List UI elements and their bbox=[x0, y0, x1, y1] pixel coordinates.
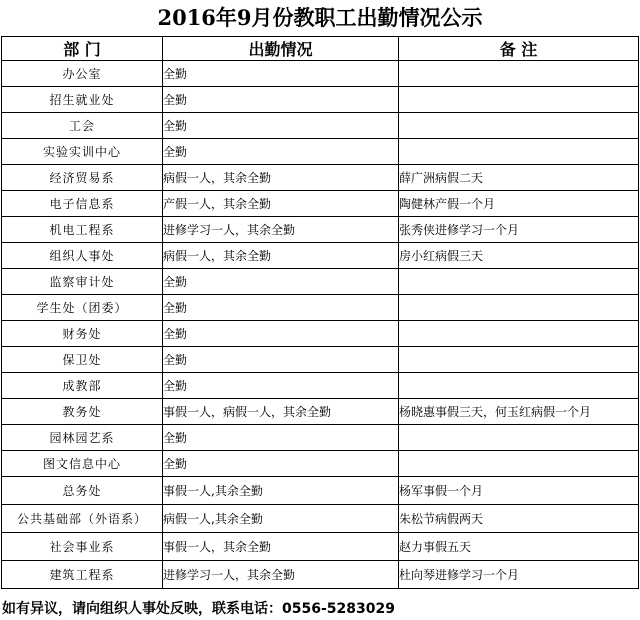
attendance-cell: 全勤 bbox=[163, 269, 399, 295]
table-row bbox=[2, 373, 639, 399]
attendance-cell: 全勤 bbox=[163, 451, 399, 477]
note-cell bbox=[399, 321, 639, 347]
header-attendance: 出勤情况 bbox=[163, 37, 399, 61]
attendance-cell: 全勤 bbox=[163, 321, 399, 347]
attendance-cell: 进修学习一人，其余全勤 bbox=[163, 217, 399, 243]
note-cell bbox=[399, 295, 639, 321]
dept-cell: 图文信息中心 bbox=[2, 451, 163, 477]
note-cell: 杨晓惠事假三天，何玉红病假一个月 bbox=[399, 399, 639, 425]
dept-cell: 教务处 bbox=[2, 399, 163, 425]
dept-cell: 学生处（团委） bbox=[2, 295, 163, 321]
table-row bbox=[2, 561, 639, 589]
note-cell: 朱松节病假两天 bbox=[399, 505, 639, 533]
dept-cell: 公共基础部（外语系） bbox=[2, 505, 163, 533]
dept-cell: 经济贸易系 bbox=[2, 165, 163, 191]
dept-cell: 园林园艺系 bbox=[2, 425, 163, 451]
attendance-cell: 全勤 bbox=[163, 87, 399, 113]
table-row bbox=[2, 505, 639, 533]
note-cell bbox=[399, 113, 639, 139]
page-title: 2016年9月份教职工出勤情况公示 bbox=[157, 5, 483, 30]
attendance-cell: 事假一人，病假一人，其余全勤 bbox=[163, 399, 399, 425]
dept-cell: 监察审计处 bbox=[2, 269, 163, 295]
table-row bbox=[2, 87, 639, 113]
table-row bbox=[2, 451, 639, 477]
attendance-cell: 全勤 bbox=[163, 139, 399, 165]
attendance-cell: 全勤 bbox=[163, 61, 399, 87]
dept-cell: 电子信息系 bbox=[2, 191, 163, 217]
attendance-table bbox=[1, 36, 639, 589]
dept-cell: 成教部 bbox=[2, 373, 163, 399]
dept-cell: 组织人事处 bbox=[2, 243, 163, 269]
dept-cell: 招生就业处 bbox=[2, 87, 163, 113]
dept-cell: 办公室 bbox=[2, 61, 163, 87]
note-cell: 房小红病假三天 bbox=[399, 243, 639, 269]
table-row bbox=[2, 425, 639, 451]
note-cell: 杜向琴进修学习一个月 bbox=[399, 561, 639, 589]
attendance-cell: 病假一人，其余全勤 bbox=[163, 243, 399, 269]
table-row bbox=[2, 113, 639, 139]
note-cell bbox=[399, 139, 639, 165]
note-cell: 赵力事假五天 bbox=[399, 533, 639, 561]
attendance-cell: 事假一人，其余全勤 bbox=[163, 533, 399, 561]
dept-cell: 实验实训中心 bbox=[2, 139, 163, 165]
attendance-cell: 全勤 bbox=[163, 373, 399, 399]
header-note: 备 注 bbox=[399, 37, 639, 61]
dept-cell: 建筑工程系 bbox=[2, 561, 163, 589]
dept-cell: 机电工程系 bbox=[2, 217, 163, 243]
note-cell: 张秀侠进修学习一个月 bbox=[399, 217, 639, 243]
table-row bbox=[2, 477, 639, 505]
table-row bbox=[2, 139, 639, 165]
note-cell bbox=[399, 87, 639, 113]
dept-cell: 总务处 bbox=[2, 477, 163, 505]
table-row bbox=[2, 347, 639, 373]
note-cell: 陶健林产假一个月 bbox=[399, 191, 639, 217]
attendance-cell: 病假一人,其余全勤 bbox=[163, 505, 399, 533]
table-row bbox=[2, 165, 639, 191]
table-row bbox=[2, 217, 639, 243]
note-cell bbox=[399, 373, 639, 399]
table-row bbox=[2, 243, 639, 269]
note-cell: 薛广洲病假二天 bbox=[399, 165, 639, 191]
note-cell bbox=[399, 451, 639, 477]
header-dept: 部 门 bbox=[2, 37, 163, 61]
note-cell bbox=[399, 347, 639, 373]
attendance-cell: 全勤 bbox=[163, 295, 399, 321]
attendance-cell: 全勤 bbox=[163, 425, 399, 451]
table-header-row bbox=[2, 37, 639, 61]
attendance-cell: 产假一人，其余全勤 bbox=[163, 191, 399, 217]
note-cell bbox=[399, 425, 639, 451]
dept-cell: 保卫处 bbox=[2, 347, 163, 373]
attendance-cell: 事假一人,其余全勤 bbox=[163, 477, 399, 505]
dept-cell: 财务处 bbox=[2, 321, 163, 347]
table-row bbox=[2, 321, 639, 347]
table-row bbox=[2, 399, 639, 425]
attendance-cell: 全勤 bbox=[163, 347, 399, 373]
note-cell bbox=[399, 61, 639, 87]
attendance-cell: 全勤 bbox=[163, 113, 399, 139]
attendance-cell: 病假一人，其余全勤 bbox=[163, 165, 399, 191]
table-row bbox=[2, 533, 639, 561]
table-row bbox=[2, 295, 639, 321]
table-row bbox=[2, 269, 639, 295]
contact-footer: 如有异议，请向组织人事处反映，联系电话：0556-5283029 bbox=[2, 601, 395, 617]
note-cell: 杨军事假一个月 bbox=[399, 477, 639, 505]
table-row bbox=[2, 61, 639, 87]
dept-cell: 工会 bbox=[2, 113, 163, 139]
note-cell bbox=[399, 269, 639, 295]
table-row bbox=[2, 191, 639, 217]
attendance-cell: 进修学习一人，其余全勤 bbox=[163, 561, 399, 589]
dept-cell: 社会事业系 bbox=[2, 533, 163, 561]
